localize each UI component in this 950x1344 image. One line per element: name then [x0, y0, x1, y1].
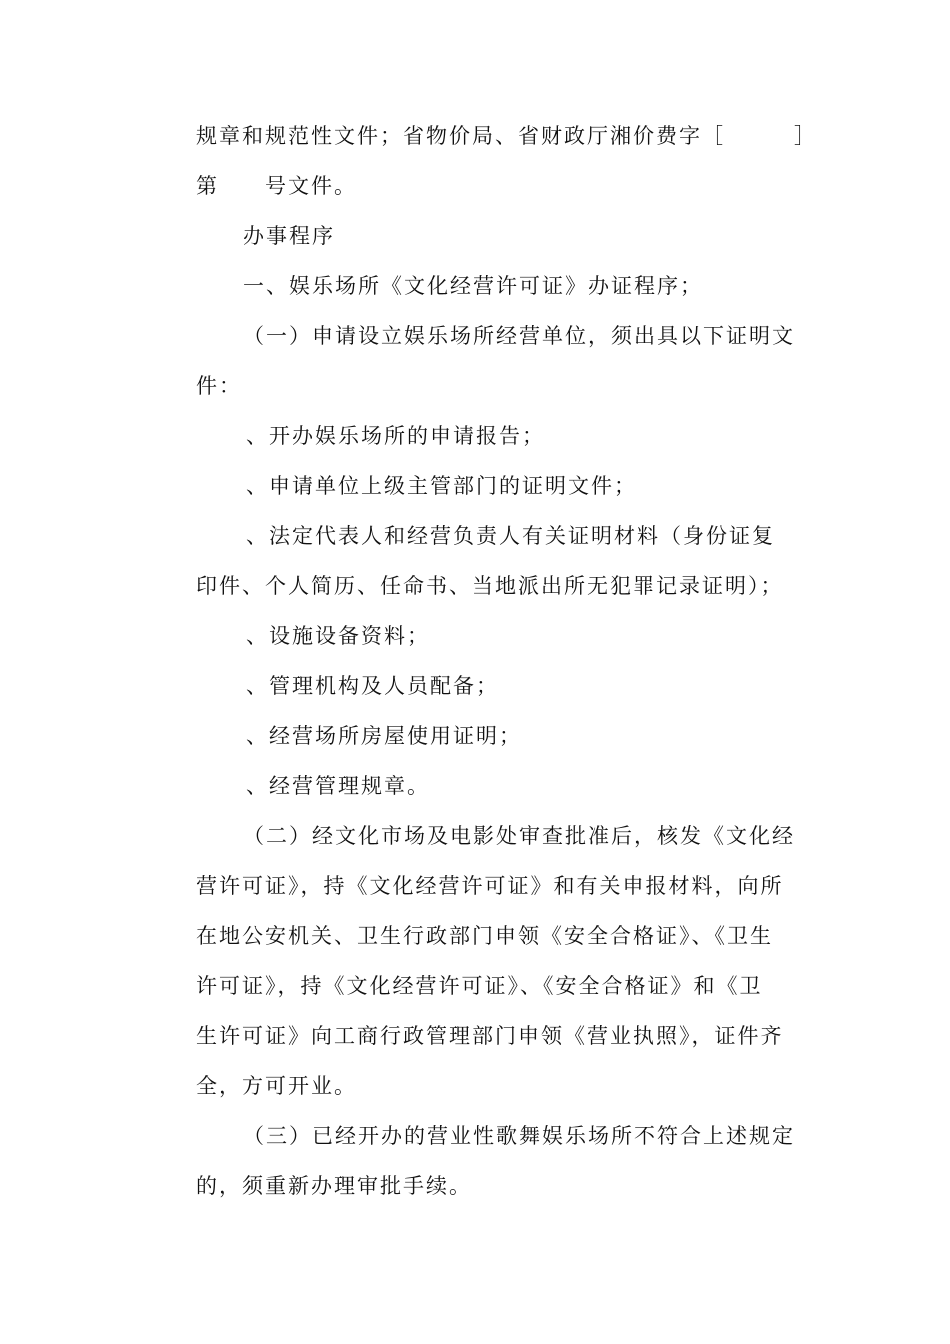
text-line: 许可证》，持《文化经营许可证》、《安全合格证》和《卫 — [196, 974, 763, 998]
section-heading: 办事程序 — [243, 224, 335, 248]
text-line: 生许可证》向工商行政管理部门申领《营业执照》，证件齐 — [196, 1024, 784, 1048]
text-line: 在地公安机关、卫生行政部门申领《安全合格证》、《卫生 — [196, 924, 773, 948]
list-item: 、开办娱乐场所的申请报告； — [246, 424, 545, 448]
text-line: （二）经文化市场及电影处审查批准后，核发《文化经 — [243, 824, 795, 848]
list-item: 、经营管理规章。 — [246, 774, 430, 798]
text-line: （三）已经开办的营业性歌舞娱乐场所不符合上述规定 — [243, 1124, 795, 1148]
list-item: 、法定代表人和经营负责人有关证明材料（身份证复 — [246, 524, 775, 548]
text-line: 的，须重新办理审批手续。 — [196, 1174, 472, 1198]
text-line: 营许可证》，持《文化经营许可证》和有关申报材料，向所 — [196, 874, 784, 898]
list-item: 、设施设备资料； — [246, 624, 430, 648]
section-heading: 一、娱乐场所《文化经营许可证》办证程序； — [243, 274, 703, 298]
text-line: 第 号文件。 — [196, 174, 357, 198]
list-item: 、经营场所房屋使用证明； — [246, 724, 522, 748]
text-line: 件： — [196, 374, 242, 398]
text-line: 印件、个人简历、任命书、当地派出所无犯罪记录证明）； — [196, 574, 784, 598]
text-line: 规章和规范性文件；省物价局、省财政厅湘价费字［ ］ — [196, 124, 817, 148]
text-line: （一）申请设立娱乐场所经营单位，须出具以下证明文 — [243, 324, 795, 348]
list-item: 、管理机构及人员配备； — [246, 674, 499, 698]
text-line: 全，方可开业。 — [196, 1074, 357, 1098]
list-item: 、申请单位上级主管部门的证明文件； — [246, 474, 637, 498]
